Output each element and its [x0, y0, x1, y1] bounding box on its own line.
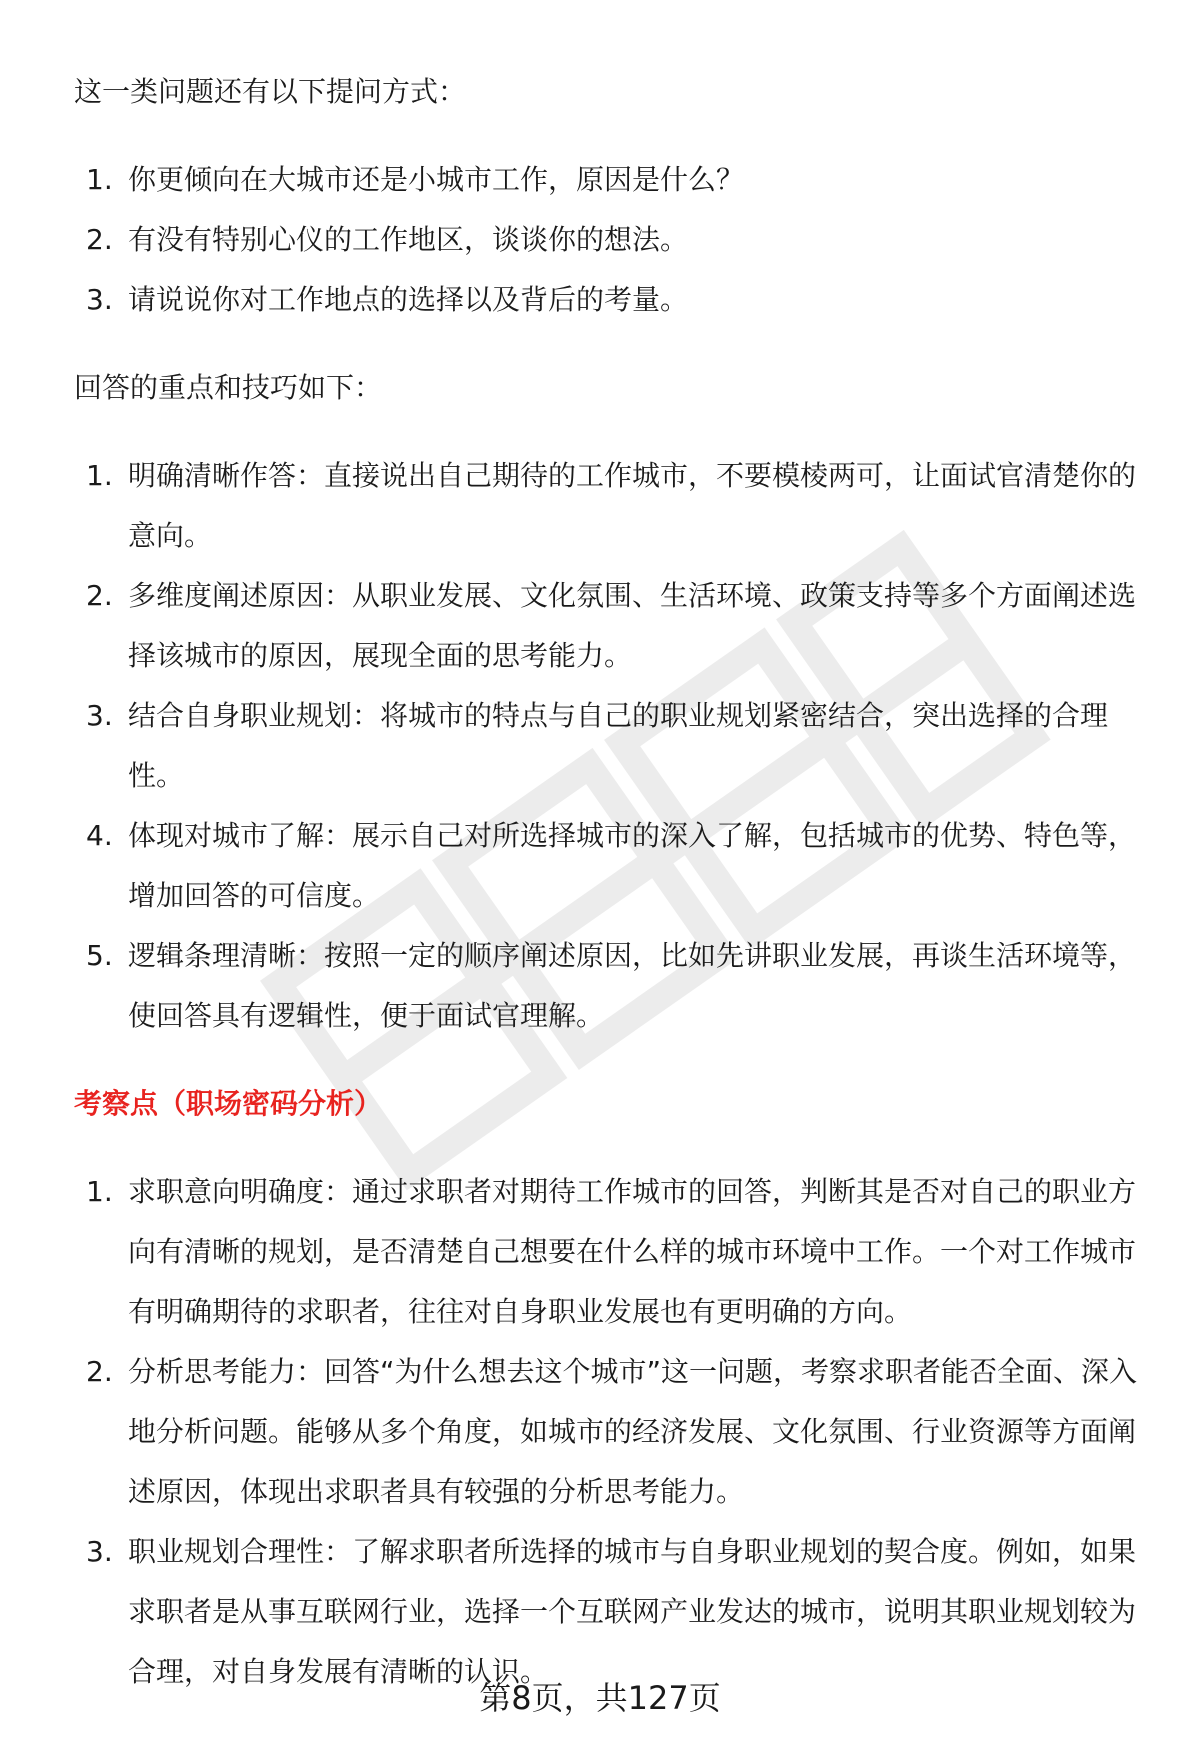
list-text: 分析思考能力：回答“为什么想去这个城市”这一问题，考察求职者能否全面、深入地分析问题。能够从多个角度，如城市的经济发展、文化氛围、行业资源等方面阐述原因，体现出求职者具有较强的分析思考能力。: [128, 1355, 1138, 1508]
analysis-list: [74, 1162, 1144, 1702]
list-text: 明确清晰作答：直接说出自己期待的工作城市，不要模棱两可，让面试官清楚你的意向。: [128, 459, 1137, 552]
list-number: 3.: [86, 283, 113, 316]
list-number: 1.: [86, 459, 113, 492]
list-item: [74, 806, 1144, 926]
list-text: 请说说你对工作地点的选择以及背后的考量。: [128, 283, 689, 316]
list-item: [74, 686, 1144, 806]
list-text: 结合自身职业规划：将城市的特点与自己的职业规划紧密结合，突出选择的合理性。: [128, 699, 1109, 792]
list-number: 1.: [86, 1175, 113, 1208]
list-text: 多维度阐述原因：从职业发展、文化氛围、生活环境、政策支持等多个方面阐述选择该城市的原因，展现全面的思考能力。: [128, 579, 1137, 672]
list-number: 3.: [86, 699, 113, 732]
list-number: 1.: [86, 163, 113, 196]
list-text: 职业规划合理性：了解求职者所选择的城市与自身职业规划的契合度。例如，如果求职者是从事互联网行业，选择一个互联网产业发达的城市，说明其职业规划较为合理，对自身发展有清晰的认识。: [128, 1535, 1137, 1688]
list-text: 求职意向明确度：通过求职者对期待工作城市的回答，判断其是否对自己的职业方向有清晰的规划，是否清楚自己想要在什么样的城市环境中工作。一个对工作城市有明确期待的求职者，往往对自身职业发展也有更明确的方向。: [128, 1175, 1137, 1328]
list-item: [74, 150, 1144, 210]
list-text: 你更倾向在大城市还是小城市工作，原因是什么？: [128, 163, 745, 196]
list-text: 体现对城市了解：展示自己对所选择城市的深入了解，包括城市的优势、特色等，增加回答的可信度。: [128, 819, 1137, 912]
list-number: 4.: [86, 819, 113, 852]
list-item: [74, 1342, 1144, 1522]
list-item: [74, 566, 1144, 686]
page-footer: 第8页，共127页: [479, 1679, 721, 1717]
intro-text: 这一类问题还有以下提问方式：: [74, 75, 467, 108]
list-number: 3.: [86, 1535, 113, 1568]
list-number: 5.: [86, 939, 113, 972]
list-number: 2.: [86, 579, 113, 612]
list-item: [74, 926, 1144, 1046]
list-item: [74, 270, 1144, 330]
section-heading: 考察点（职场密码分析）: [74, 1087, 383, 1120]
list-text: 有没有特别心仪的工作地区，谈谈你的想法。: [128, 223, 689, 256]
list-item: [74, 446, 1144, 566]
list-text: 逻辑条理清晰：按照一定的顺序阐述原因，比如先讲职业发展，再谈生活环境等，使回答具有逻辑性，便于面试官理解。: [128, 939, 1137, 1032]
list-item: [74, 210, 1144, 270]
tips-heading: 回答的重点和技巧如下：: [74, 371, 383, 404]
tips-list: [74, 446, 1144, 1046]
question-list: [74, 150, 1144, 330]
list-number: 2.: [86, 1355, 113, 1388]
list-item: [74, 1162, 1144, 1342]
list-number: 2.: [86, 223, 113, 256]
main-content: [74, 62, 1144, 1730]
